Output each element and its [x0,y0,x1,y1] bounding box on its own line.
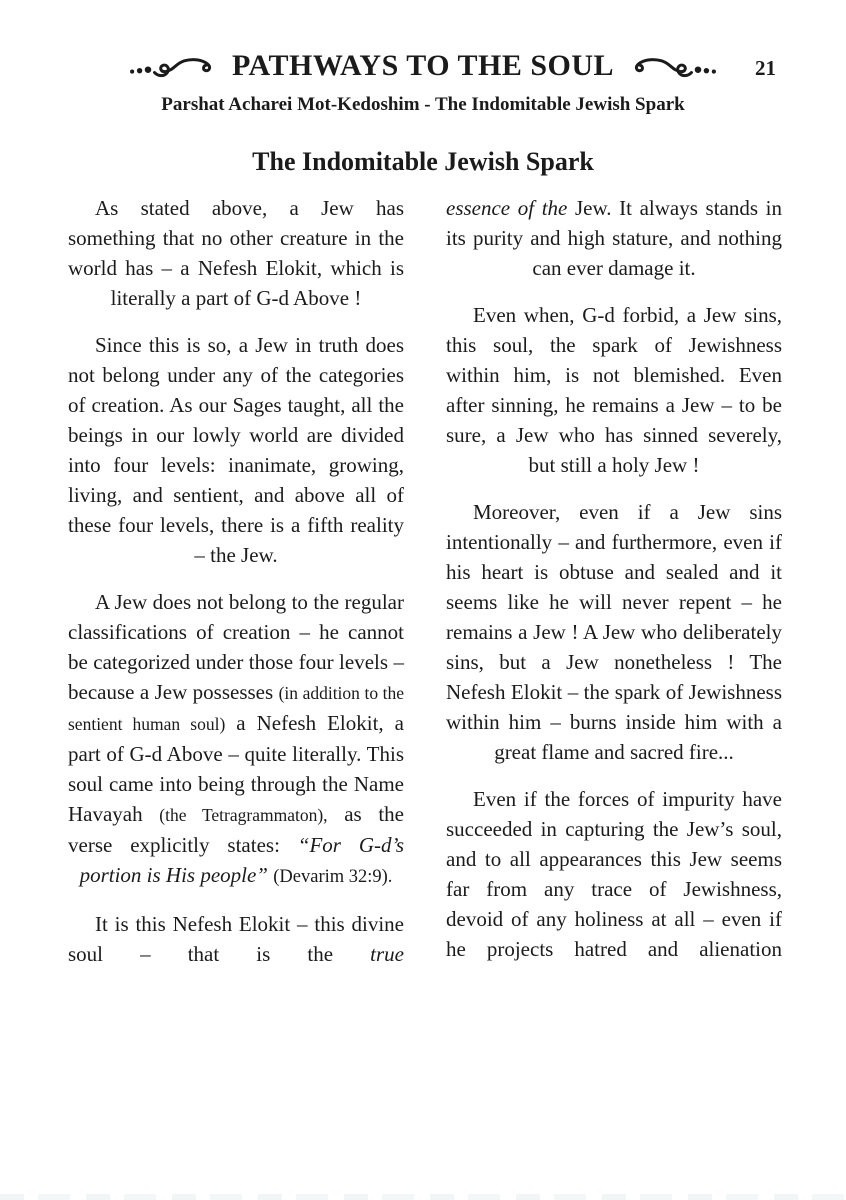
paragraph [68,909,404,969]
text-run: “For G-d’s portion is His people” [79,833,404,887]
paragraph [446,193,782,283]
page-header [0,0,846,84]
scan-edge-artifact [0,1194,846,1200]
paragraph [68,330,404,570]
text-run: (in addition to the sentient human soul) [68,683,404,734]
text-run: as the verse explicitly states: [68,802,404,857]
paragraph [446,497,782,767]
text-run: (the Tetragrammaton), [159,805,328,825]
text-columns [0,193,846,986]
text-run: essence of the [446,196,575,220]
text-run: a Nefesh Elokit, a part of G-d Above – quite literally. This soul came into being through the Name Havayah [68,711,404,826]
flourish-left-icon [127,52,225,80]
book-title: PATHWAYS TO THE SOUL [231,49,615,82]
text-run: As stated above, a Jew has something that no other creature in the world has – a Nefesh Elokit, which is literally a part of G-d Above ! [68,196,404,310]
paragraph [68,587,404,892]
text-run: true [370,942,404,966]
text-run: Jew. It always stands in its purity and high stature, and nothing can ever damage it. [446,196,782,280]
paragraph [446,784,782,964]
section-title: The Indomitable Jewish Spark [252,147,594,176]
paragraph [446,300,782,480]
text-run: Since this is so, a Jew in truth does not belong under any of the categories of creation. As our Sages taught, all the beings in our lowly world are divided into four levels: inanimate, growing, living, and sentient, and above all of these four levels, there is a fifth reality – the Jew. [68,333,404,567]
left-column [68,193,404,986]
right-column [446,193,782,986]
text-run: (Devarim 32:9). [273,867,393,887]
chapter-subtitle: Parshat Acharei Mot-Kedoshim - The Indomitable Jewish Spark [161,94,685,115]
text-run: A Jew does not belong to the regular classifications of creation – he cannot be categorized under those four levels – because a Jew possesses [68,590,404,704]
text-run: Even when, G-d forbid, a Jew sins, this soul, the spark of Jewishness within him, is not blemished. Even after sinning, he remains a Jew – to be sure, a Jew who has sinned severely, but still a holy Jew ! [446,303,782,477]
text-run: Moreover, even if a Jew sins intentionally – and furthermore, even if his heart is obtuse and sealed and it seems like he will never repent – he remains a Jew ! A Jew who deliberately sins, but a Jew nonetheless ! The Nefesh Elokit – the spark of Jewishness within him – burns inside him with a great flame and sacred fire... [446,500,782,764]
page-number: 21 [755,56,776,80]
text-run: Even if the forces of impurity have succeeded in capturing the Jew’s soul, and to all appearances this Jew seems far from any trace of Jewishness, devoid of any holiness at all – even if he projects hatred and alienation [446,787,782,961]
flourish-right-icon [621,52,719,80]
paragraph [68,193,404,313]
text-run: It is this Nefesh Elokit – this divine soul – that is the [68,912,404,966]
